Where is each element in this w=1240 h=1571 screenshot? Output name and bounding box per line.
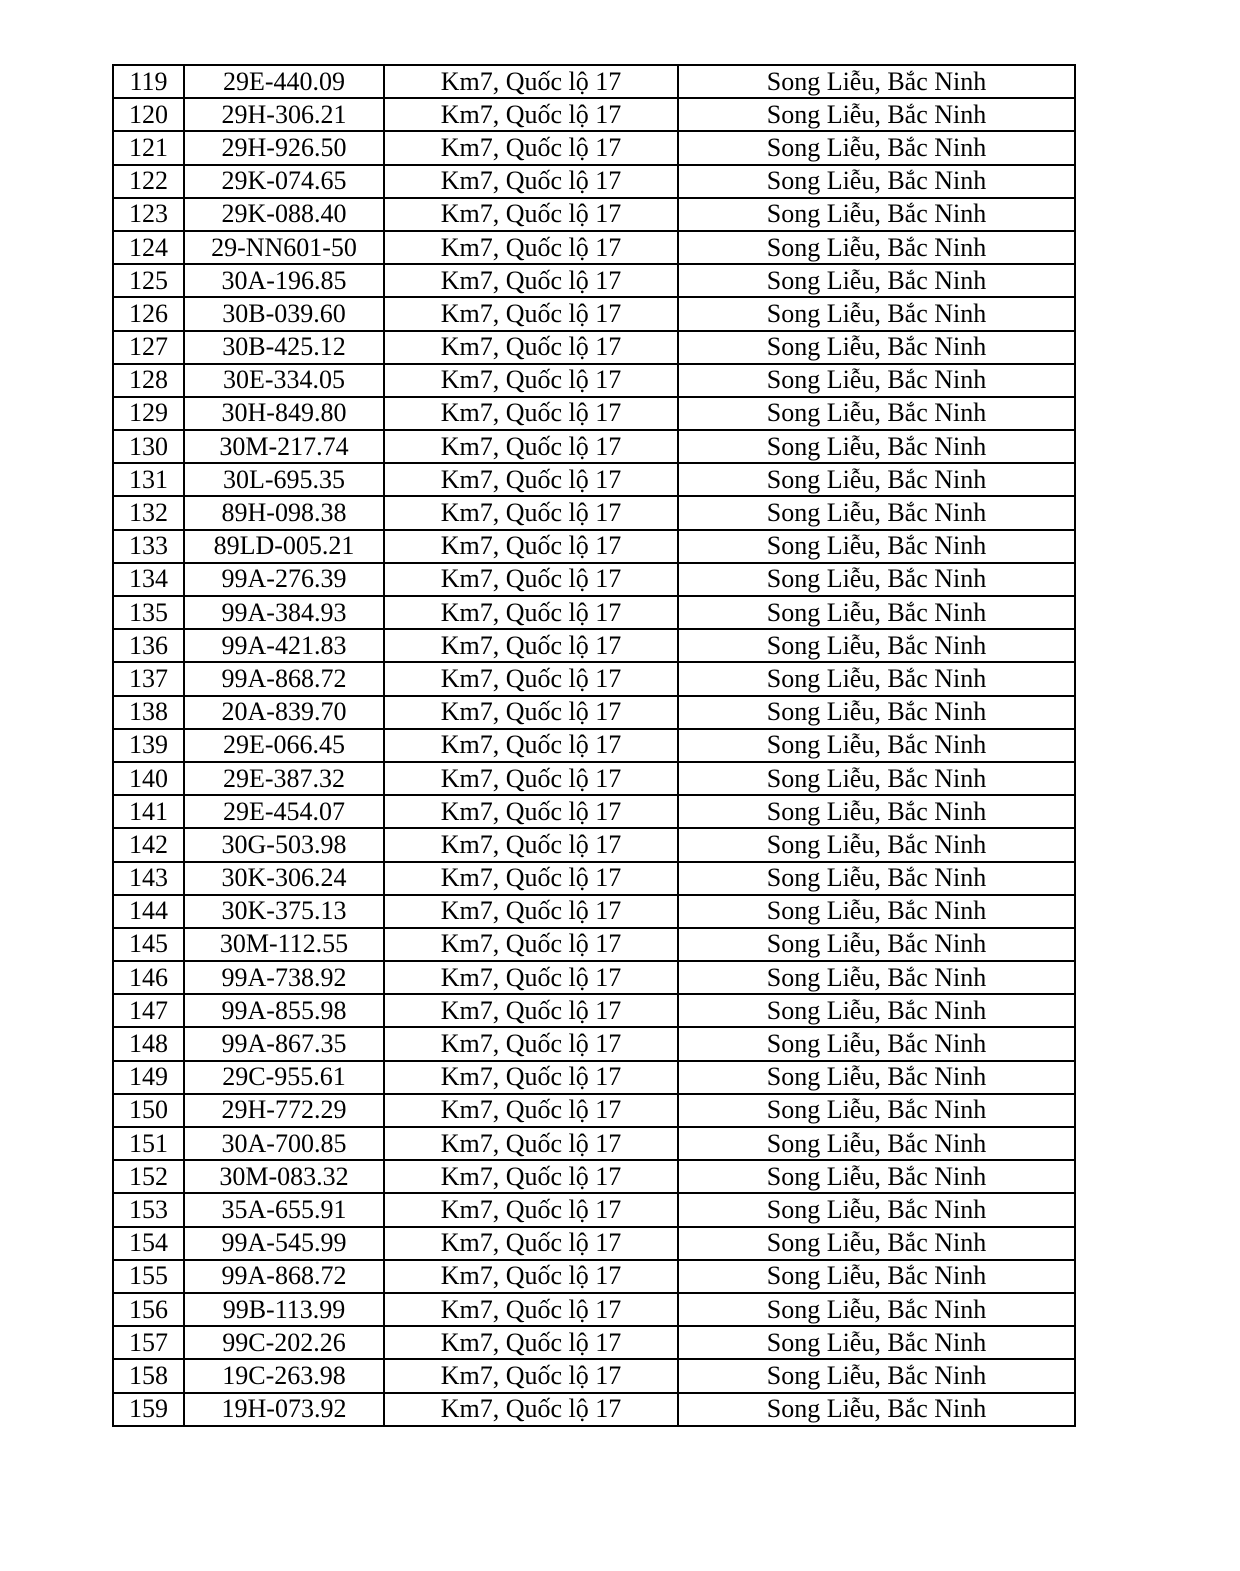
license-plate-cell: 29E-454.07 <box>184 795 384 828</box>
table-row <box>113 762 1075 795</box>
row-number-cell: 119 <box>113 65 184 98</box>
area-cell: Song Liễu, Bắc Ninh <box>678 1326 1075 1359</box>
table-row <box>113 1094 1075 1127</box>
license-plate-cell: 30A-700.85 <box>184 1127 384 1160</box>
table-row <box>113 463 1075 496</box>
area-cell: Song Liễu, Bắc Ninh <box>678 1260 1075 1293</box>
area-cell: Song Liễu, Bắc Ninh <box>678 1393 1075 1426</box>
table-row <box>113 264 1075 297</box>
table-row <box>113 496 1075 529</box>
license-plate-cell: 99A-545.99 <box>184 1227 384 1260</box>
table-row <box>113 828 1075 861</box>
violation-location-cell: Km7, Quốc lộ 17 <box>384 1061 678 1094</box>
license-plate-cell: 30M-083.32 <box>184 1160 384 1193</box>
row-number-cell: 133 <box>113 530 184 563</box>
row-number-cell: 149 <box>113 1061 184 1094</box>
row-number-cell: 146 <box>113 961 184 994</box>
license-plate-cell: 30B-425.12 <box>184 331 384 364</box>
table-row <box>113 795 1075 828</box>
area-cell: Song Liễu, Bắc Ninh <box>678 496 1075 529</box>
area-cell: Song Liễu, Bắc Ninh <box>678 397 1075 430</box>
license-plate-cell: 29H-926.50 <box>184 131 384 164</box>
row-number-cell: 128 <box>113 364 184 397</box>
row-number-cell: 154 <box>113 1227 184 1260</box>
table-row <box>113 297 1075 330</box>
license-plate-cell: 89H-098.38 <box>184 496 384 529</box>
license-plate-cell: 99A-384.93 <box>184 596 384 629</box>
row-number-cell: 123 <box>113 198 184 231</box>
violation-location-cell: Km7, Quốc lộ 17 <box>384 1326 678 1359</box>
license-plate-cell: 30M-112.55 <box>184 928 384 961</box>
row-number-cell: 126 <box>113 297 184 330</box>
license-plate-cell: 29C-955.61 <box>184 1061 384 1094</box>
table-row <box>113 563 1075 596</box>
row-number-cell: 152 <box>113 1160 184 1193</box>
area-cell: Song Liễu, Bắc Ninh <box>678 297 1075 330</box>
area-cell: Song Liễu, Bắc Ninh <box>678 430 1075 463</box>
table-row <box>113 1227 1075 1260</box>
violation-location-cell: Km7, Quốc lộ 17 <box>384 994 678 1027</box>
table-row <box>113 530 1075 563</box>
license-plate-cell: 19C-263.98 <box>184 1359 384 1392</box>
violation-location-cell: Km7, Quốc lộ 17 <box>384 961 678 994</box>
row-number-cell: 127 <box>113 331 184 364</box>
table-row <box>113 430 1075 463</box>
area-cell: Song Liễu, Bắc Ninh <box>678 1359 1075 1392</box>
license-plate-cell: 29E-387.32 <box>184 762 384 795</box>
license-plate-cell: 99C-202.26 <box>184 1326 384 1359</box>
row-number-cell: 124 <box>113 231 184 264</box>
area-cell: Song Liễu, Bắc Ninh <box>678 198 1075 231</box>
row-number-cell: 122 <box>113 165 184 198</box>
area-cell: Song Liễu, Bắc Ninh <box>678 1027 1075 1060</box>
license-plate-cell: 30L-695.35 <box>184 463 384 496</box>
row-number-cell: 143 <box>113 862 184 895</box>
license-plate-cell: 30E-334.05 <box>184 364 384 397</box>
license-plate-cell: 19H-073.92 <box>184 1393 384 1426</box>
row-number-cell: 150 <box>113 1094 184 1127</box>
row-number-cell: 138 <box>113 696 184 729</box>
license-plate-cell: 29H-306.21 <box>184 98 384 131</box>
license-plate-cell: 99B-113.99 <box>184 1293 384 1326</box>
table-row <box>113 198 1075 231</box>
area-cell: Song Liễu, Bắc Ninh <box>678 961 1075 994</box>
area-cell: Song Liễu, Bắc Ninh <box>678 131 1075 164</box>
violation-location-cell: Km7, Quốc lộ 17 <box>384 364 678 397</box>
row-number-cell: 120 <box>113 98 184 131</box>
violation-location-cell: Km7, Quốc lộ 17 <box>384 1293 678 1326</box>
license-plate-cell: 30G-503.98 <box>184 828 384 861</box>
license-plate-cell: 29K-088.40 <box>184 198 384 231</box>
license-plate-cell: 99A-868.72 <box>184 662 384 695</box>
table-row <box>113 596 1075 629</box>
violation-table <box>112 64 1076 1427</box>
table-row <box>113 231 1075 264</box>
table-row <box>113 1127 1075 1160</box>
area-cell: Song Liễu, Bắc Ninh <box>678 1127 1075 1160</box>
violation-location-cell: Km7, Quốc lộ 17 <box>384 1393 678 1426</box>
row-number-cell: 157 <box>113 1326 184 1359</box>
area-cell: Song Liễu, Bắc Ninh <box>678 729 1075 762</box>
table-row <box>113 1027 1075 1060</box>
area-cell: Song Liễu, Bắc Ninh <box>678 1193 1075 1226</box>
violation-location-cell: Km7, Quốc lộ 17 <box>384 795 678 828</box>
table-row <box>113 729 1075 762</box>
violation-location-cell: Km7, Quốc lộ 17 <box>384 1160 678 1193</box>
violation-location-cell: Km7, Quốc lộ 17 <box>384 862 678 895</box>
license-plate-cell: 30H-849.80 <box>184 397 384 430</box>
row-number-cell: 137 <box>113 662 184 695</box>
violation-location-cell: Km7, Quốc lộ 17 <box>384 563 678 596</box>
area-cell: Song Liễu, Bắc Ninh <box>678 862 1075 895</box>
table-row <box>113 165 1075 198</box>
row-number-cell: 155 <box>113 1260 184 1293</box>
table-row <box>113 1293 1075 1326</box>
area-cell: Song Liễu, Bắc Ninh <box>678 928 1075 961</box>
row-number-cell: 147 <box>113 994 184 1027</box>
violation-location-cell: Km7, Quốc lộ 17 <box>384 331 678 364</box>
license-plate-cell: 30B-039.60 <box>184 297 384 330</box>
area-cell: Song Liễu, Bắc Ninh <box>678 1061 1075 1094</box>
table-row <box>113 1326 1075 1359</box>
row-number-cell: 153 <box>113 1193 184 1226</box>
violation-location-cell: Km7, Quốc lộ 17 <box>384 65 678 98</box>
table-row <box>113 662 1075 695</box>
row-number-cell: 139 <box>113 729 184 762</box>
violation-location-cell: Km7, Quốc lộ 17 <box>384 1127 678 1160</box>
table-row <box>113 629 1075 662</box>
violation-location-cell: Km7, Quốc lộ 17 <box>384 198 678 231</box>
license-plate-cell: 20A-839.70 <box>184 696 384 729</box>
area-cell: Song Liễu, Bắc Ninh <box>678 1094 1075 1127</box>
area-cell: Song Liễu, Bắc Ninh <box>678 696 1075 729</box>
violation-location-cell: Km7, Quốc lộ 17 <box>384 729 678 762</box>
license-plate-cell: 29E-440.09 <box>184 65 384 98</box>
row-number-cell: 121 <box>113 131 184 164</box>
violation-location-cell: Km7, Quốc lộ 17 <box>384 131 678 164</box>
row-number-cell: 132 <box>113 496 184 529</box>
area-cell: Song Liễu, Bắc Ninh <box>678 629 1075 662</box>
area-cell: Song Liễu, Bắc Ninh <box>678 795 1075 828</box>
license-plate-cell: 30K-306.24 <box>184 862 384 895</box>
license-plate-cell: 99A-855.98 <box>184 994 384 1027</box>
row-number-cell: 141 <box>113 795 184 828</box>
violation-location-cell: Km7, Quốc lộ 17 <box>384 463 678 496</box>
area-cell: Song Liễu, Bắc Ninh <box>678 1160 1075 1193</box>
table-row <box>113 331 1075 364</box>
violation-location-cell: Km7, Quốc lộ 17 <box>384 762 678 795</box>
violation-location-cell: Km7, Quốc lộ 17 <box>384 828 678 861</box>
violation-location-cell: Km7, Quốc lộ 17 <box>384 165 678 198</box>
table-row <box>113 65 1075 98</box>
row-number-cell: 136 <box>113 629 184 662</box>
table-row <box>113 1160 1075 1193</box>
violation-location-cell: Km7, Quốc lộ 17 <box>384 496 678 529</box>
license-plate-cell: 29K-074.65 <box>184 165 384 198</box>
row-number-cell: 148 <box>113 1027 184 1060</box>
area-cell: Song Liễu, Bắc Ninh <box>678 563 1075 596</box>
table-row <box>113 1260 1075 1293</box>
area-cell: Song Liễu, Bắc Ninh <box>678 65 1075 98</box>
license-plate-cell: 30M-217.74 <box>184 430 384 463</box>
license-plate-cell: 99A-867.35 <box>184 1027 384 1060</box>
row-number-cell: 156 <box>113 1293 184 1326</box>
row-number-cell: 144 <box>113 895 184 928</box>
table-row <box>113 98 1075 131</box>
row-number-cell: 134 <box>113 563 184 596</box>
violation-location-cell: Km7, Quốc lộ 17 <box>384 696 678 729</box>
table-row <box>113 928 1075 961</box>
violation-table-body <box>113 65 1075 1426</box>
violation-location-cell: Km7, Quốc lộ 17 <box>384 264 678 297</box>
row-number-cell: 125 <box>113 264 184 297</box>
row-number-cell: 159 <box>113 1393 184 1426</box>
table-row <box>113 1359 1075 1392</box>
license-plate-cell: 99A-421.83 <box>184 629 384 662</box>
table-row <box>113 994 1075 1027</box>
violation-location-cell: Km7, Quốc lộ 17 <box>384 1260 678 1293</box>
area-cell: Song Liễu, Bắc Ninh <box>678 530 1075 563</box>
table-row <box>113 364 1075 397</box>
table-row <box>113 1393 1075 1426</box>
row-number-cell: 135 <box>113 596 184 629</box>
table-row <box>113 696 1075 729</box>
row-number-cell: 158 <box>113 1359 184 1392</box>
violation-location-cell: Km7, Quốc lộ 17 <box>384 662 678 695</box>
row-number-cell: 140 <box>113 762 184 795</box>
table-row <box>113 1061 1075 1094</box>
license-plate-cell: 99A-868.72 <box>184 1260 384 1293</box>
violation-location-cell: Km7, Quốc lộ 17 <box>384 629 678 662</box>
area-cell: Song Liễu, Bắc Ninh <box>678 828 1075 861</box>
license-plate-cell: 89LD-005.21 <box>184 530 384 563</box>
license-plate-cell: 35A-655.91 <box>184 1193 384 1226</box>
area-cell: Song Liễu, Bắc Ninh <box>678 762 1075 795</box>
row-number-cell: 142 <box>113 828 184 861</box>
table-row <box>113 862 1075 895</box>
table-row <box>113 1193 1075 1226</box>
violation-location-cell: Km7, Quốc lộ 17 <box>384 596 678 629</box>
violation-location-cell: Km7, Quốc lộ 17 <box>384 98 678 131</box>
area-cell: Song Liễu, Bắc Ninh <box>678 98 1075 131</box>
license-plate-cell: 29E-066.45 <box>184 729 384 762</box>
area-cell: Song Liễu, Bắc Ninh <box>678 895 1075 928</box>
area-cell: Song Liễu, Bắc Ninh <box>678 994 1075 1027</box>
license-plate-cell: 29-NN601-50 <box>184 231 384 264</box>
license-plate-cell: 99A-276.39 <box>184 563 384 596</box>
area-cell: Song Liễu, Bắc Ninh <box>678 662 1075 695</box>
area-cell: Song Liễu, Bắc Ninh <box>678 364 1075 397</box>
row-number-cell: 130 <box>113 430 184 463</box>
violation-location-cell: Km7, Quốc lộ 17 <box>384 231 678 264</box>
area-cell: Song Liễu, Bắc Ninh <box>678 1293 1075 1326</box>
violation-location-cell: Km7, Quốc lộ 17 <box>384 1359 678 1392</box>
table-row <box>113 961 1075 994</box>
area-cell: Song Liễu, Bắc Ninh <box>678 463 1075 496</box>
table-row <box>113 397 1075 430</box>
row-number-cell: 145 <box>113 928 184 961</box>
area-cell: Song Liễu, Bắc Ninh <box>678 1227 1075 1260</box>
license-plate-cell: 99A-738.92 <box>184 961 384 994</box>
row-number-cell: 151 <box>113 1127 184 1160</box>
violation-location-cell: Km7, Quốc lộ 17 <box>384 530 678 563</box>
table-row <box>113 895 1075 928</box>
area-cell: Song Liễu, Bắc Ninh <box>678 264 1075 297</box>
license-plate-cell: 30A-196.85 <box>184 264 384 297</box>
area-cell: Song Liễu, Bắc Ninh <box>678 331 1075 364</box>
area-cell: Song Liễu, Bắc Ninh <box>678 231 1075 264</box>
violation-location-cell: Km7, Quốc lộ 17 <box>384 1027 678 1060</box>
violation-location-cell: Km7, Quốc lộ 17 <box>384 1227 678 1260</box>
violation-location-cell: Km7, Quốc lộ 17 <box>384 895 678 928</box>
area-cell: Song Liễu, Bắc Ninh <box>678 165 1075 198</box>
violation-location-cell: Km7, Quốc lộ 17 <box>384 397 678 430</box>
violation-location-cell: Km7, Quốc lộ 17 <box>384 928 678 961</box>
row-number-cell: 131 <box>113 463 184 496</box>
license-plate-cell: 30K-375.13 <box>184 895 384 928</box>
violation-location-cell: Km7, Quốc lộ 17 <box>384 297 678 330</box>
violation-location-cell: Km7, Quốc lộ 17 <box>384 430 678 463</box>
license-plate-cell: 29H-772.29 <box>184 1094 384 1127</box>
area-cell: Song Liễu, Bắc Ninh <box>678 596 1075 629</box>
row-number-cell: 129 <box>113 397 184 430</box>
violation-location-cell: Km7, Quốc lộ 17 <box>384 1193 678 1226</box>
table-row <box>113 131 1075 164</box>
violation-location-cell: Km7, Quốc lộ 17 <box>384 1094 678 1127</box>
